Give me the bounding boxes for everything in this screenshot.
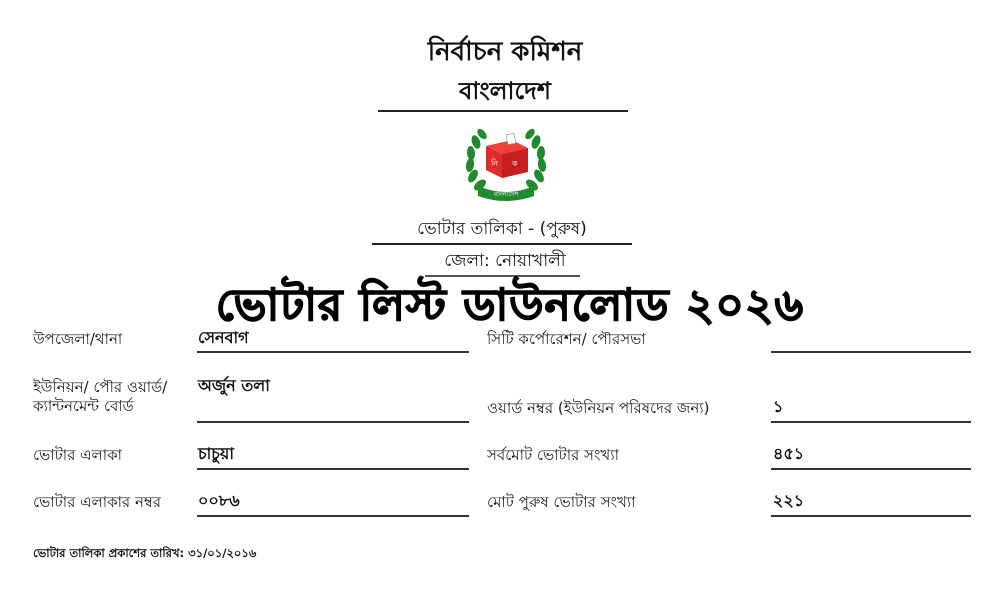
upazila-label: উপজেলা/থানা [33,330,123,348]
voter-area-no-underline [197,515,469,517]
union-underline [197,421,469,423]
total-male-voters-underline [771,515,971,517]
union-label: ইউনিয়ন/ পৌর ওয়ার্ড/ ক্যান্টনমেন্ট বোর্ড [33,378,168,415]
organization-title: নির্বাচন কমিশন [427,37,583,67]
title-divider [372,243,632,245]
total-male-voters-label: মোট পুরুষ ভোটার সংখ্যা [487,493,636,511]
upazila-value: সেনবাগ [198,328,249,347]
voter-area-no-label: ভোটার এলাকার নম্বর [33,493,161,511]
total-voters-label: সর্বমোট ভোটার সংখ্যা [487,446,619,464]
union-value: অর্জুন তলা [198,376,270,395]
emblem-letter: ক [512,159,518,168]
voter-area-value: চাচুয়া [198,444,234,463]
upazila-underline [197,351,469,353]
voter-area-underline [197,468,469,470]
ward-no-underline [771,421,971,423]
city-corporation-underline [771,351,971,353]
country-title: বাংলাদেশ [459,77,551,105]
city-corporation-label: সিটি কর্পোরেশন/ পৌরসভা [487,330,646,348]
voter-list-title: ভোটার তালিকা - (পুরুষ) [417,219,587,239]
emblem-ribbon-text: বাংলাদেশ [493,190,519,198]
emblem-letter: নি [491,159,499,168]
election-commission-emblem-icon [462,122,550,204]
district-divider [425,275,580,277]
total-voters-underline [771,468,971,470]
voter-area-no-value: ০০৮৬ [198,491,240,510]
district-label: জেলা: নোয়াখালী [444,251,566,271]
download-banner: ভোটার লিস্ট ডাউনলোড ২০২৬ [215,280,805,331]
ward-no-label: ওয়ার্ড নম্বর (ইউনিয়ন পরিষদের জন্য) [487,399,710,417]
voter-area-label: ভোটার এলাকা [33,446,122,464]
publish-date: ভোটার তালিকা প্রকাশের তারিখ: ৩১/০১/২০১৬ [33,546,257,560]
ward-no-value: ১ [773,397,784,416]
total-voters-value: ৪৫১ [773,444,805,463]
header-divider [378,110,628,112]
total-male-voters-value: ২২১ [773,491,805,510]
